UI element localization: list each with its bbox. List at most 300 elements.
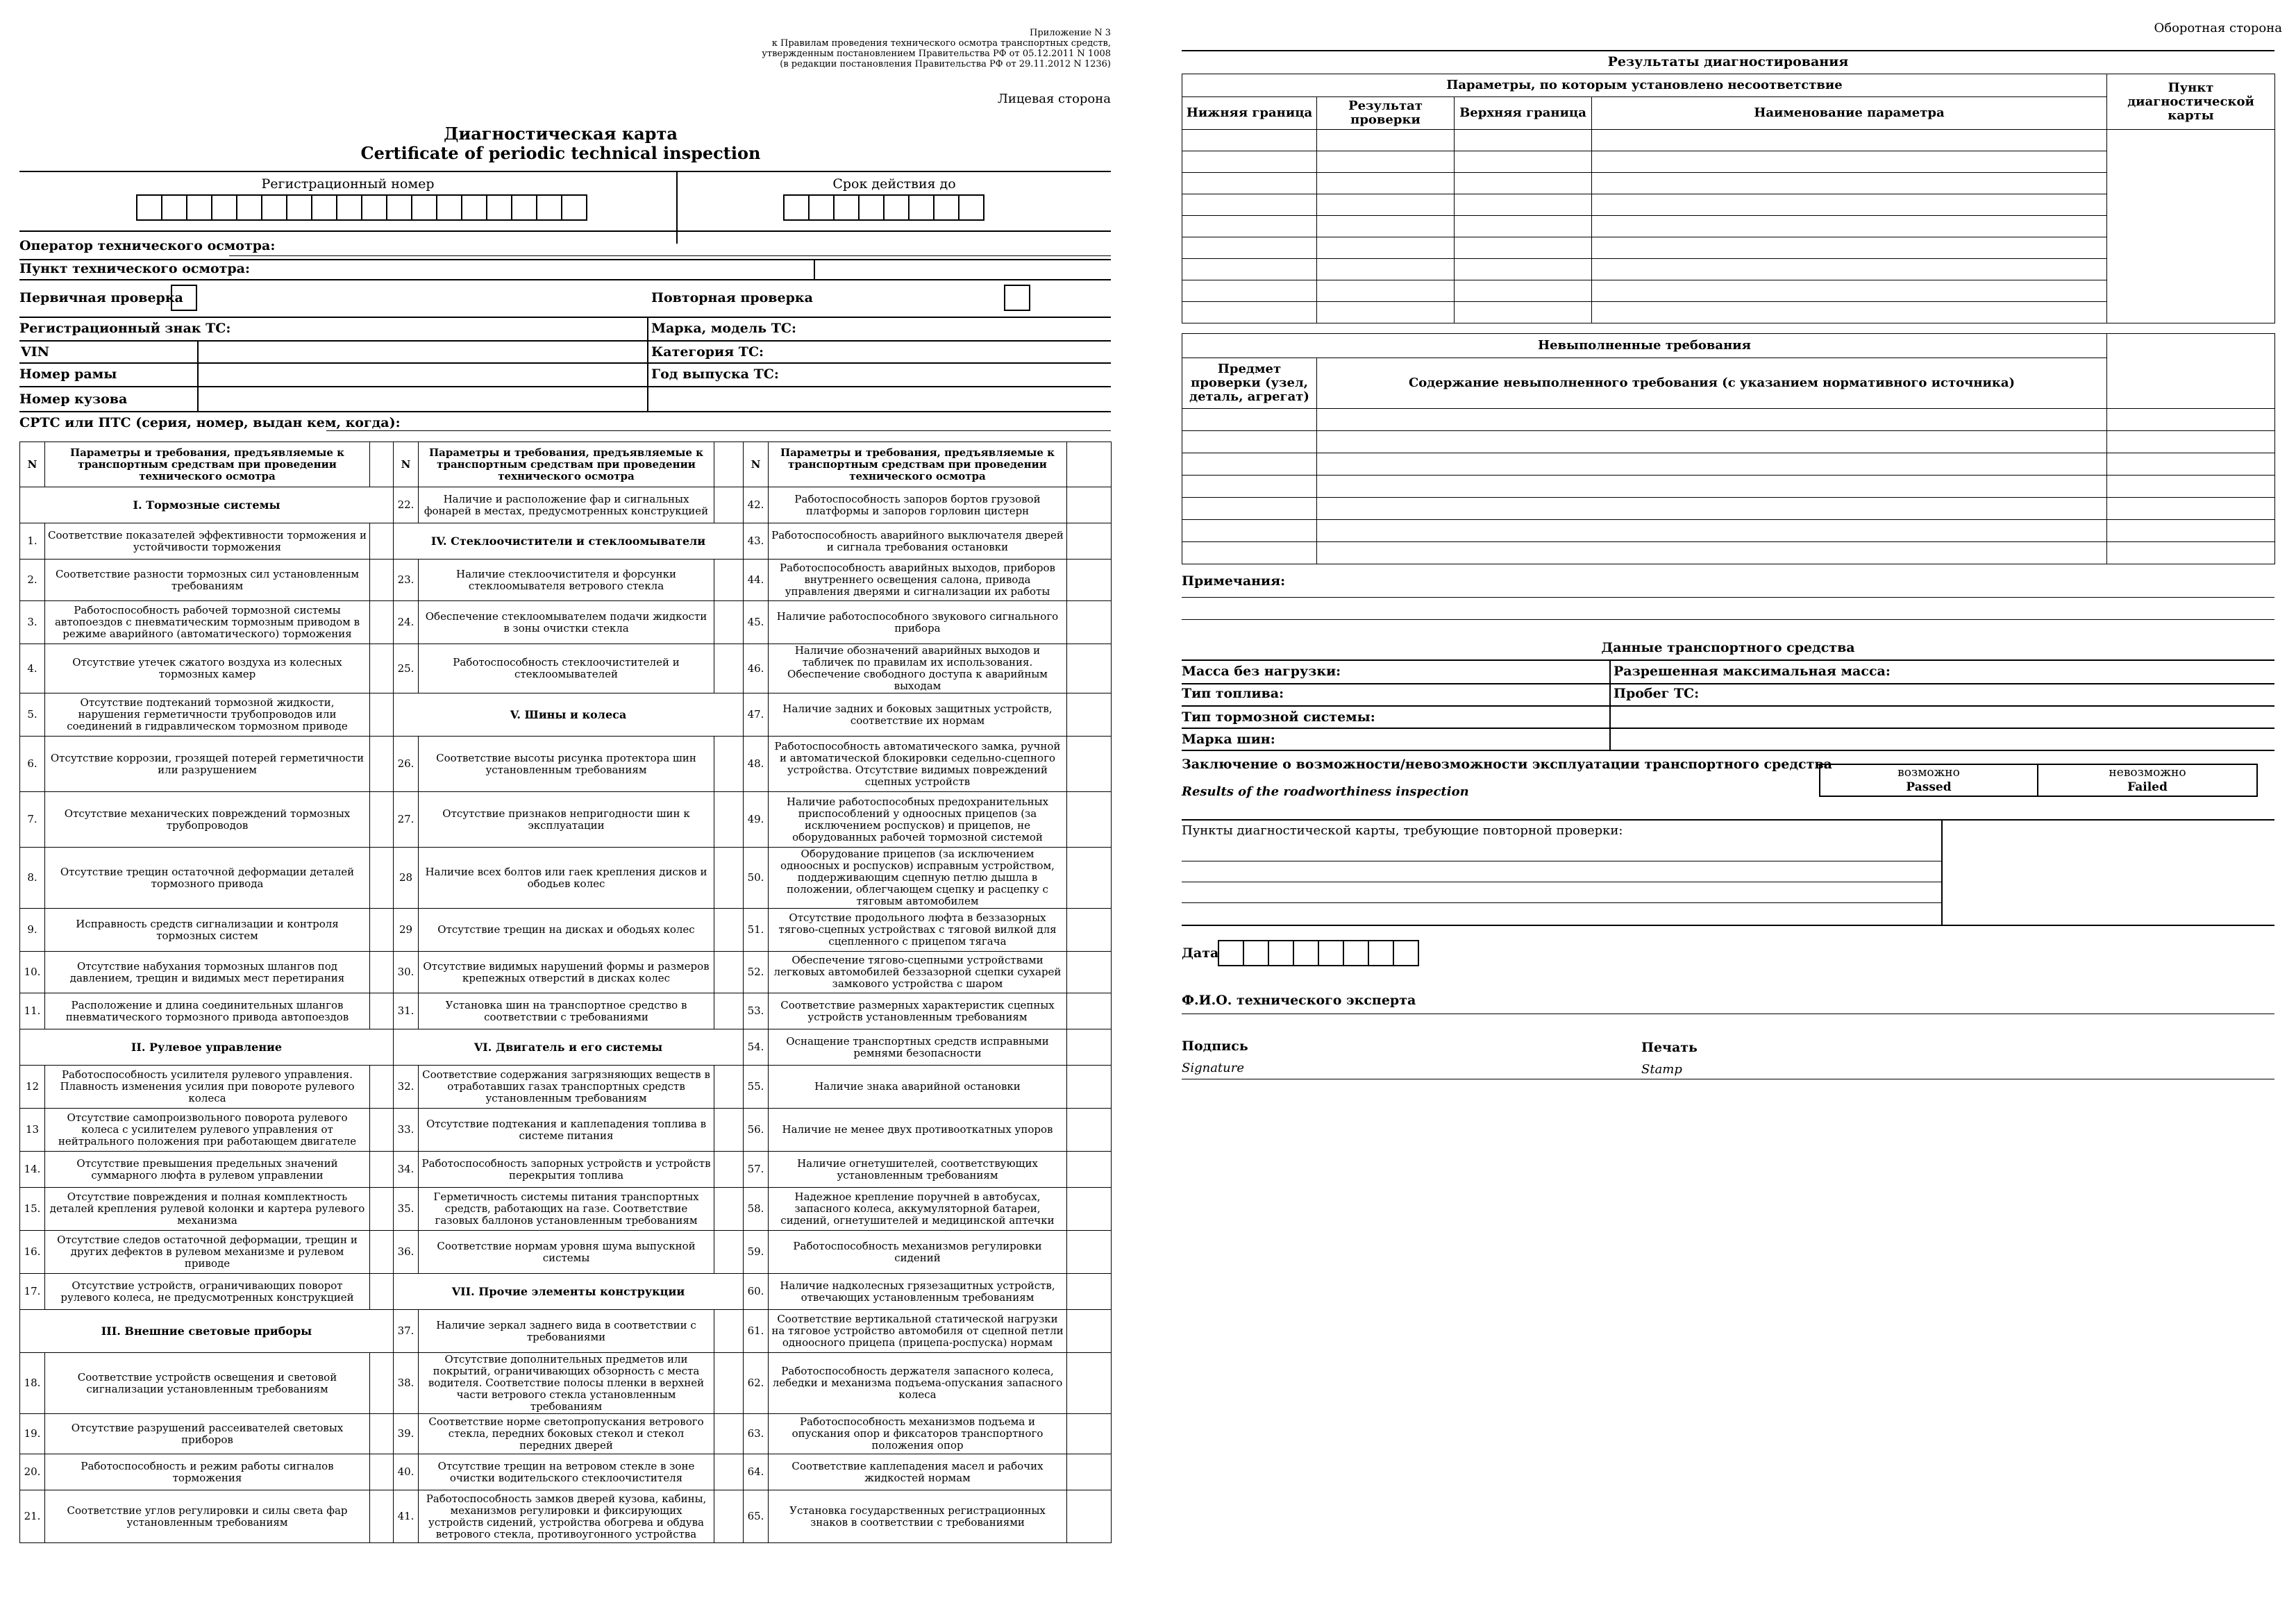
item-text: Отсутствие трещин на ветровом стекле в зоне очистки водительского стеклоочистителя bbox=[419, 1454, 714, 1490]
mark-cell[interactable] bbox=[370, 952, 394, 993]
item-number: 46. bbox=[744, 644, 769, 693]
mark-cell[interactable] bbox=[370, 1152, 394, 1188]
mark-cell[interactable] bbox=[714, 644, 744, 693]
item-number: 47. bbox=[744, 693, 769, 737]
item-text: Отсутствие коррозии, грозящей потерей герметичности или разрушением bbox=[45, 737, 370, 792]
mark-cell[interactable] bbox=[1067, 1188, 1112, 1231]
unmet-row bbox=[1182, 476, 2275, 498]
mark-cell[interactable] bbox=[370, 993, 394, 1029]
mark-cell[interactable] bbox=[1067, 1274, 1112, 1310]
valid-until-label: Срок действия до bbox=[832, 176, 956, 192]
item-text: Работоспособность рабочей тормозной системы автопоездов с пневматическим тормозным приводом в режиме аварийного (автоматического) торможения bbox=[45, 601, 370, 644]
reg-number-label: Регистрационный номер bbox=[261, 176, 435, 192]
col-param-name: Наименование параметра bbox=[1592, 97, 2107, 130]
item-text: Работоспособность и режим работы сигналов торможения bbox=[45, 1454, 370, 1490]
mismatch-cell[interactable] bbox=[1182, 302, 1317, 323]
mismatch-title: Параметры, по которым установлено несоответствие bbox=[1182, 74, 2107, 97]
mark-cell[interactable] bbox=[1067, 523, 1112, 560]
valid-until-cells[interactable] bbox=[783, 194, 983, 221]
mark-cell[interactable] bbox=[370, 693, 394, 737]
item-text: Отсутствие подтекания и каплепадения топлива в системе питания bbox=[419, 1109, 714, 1152]
item-number: 55. bbox=[744, 1066, 769, 1109]
item-number: 8. bbox=[20, 848, 45, 909]
unmet-cell[interactable] bbox=[2107, 431, 2275, 453]
mark-cell[interactable] bbox=[370, 792, 394, 848]
table-row bbox=[20, 993, 1112, 1029]
item-text: Наличие работоспособного звукового сигнального прибора bbox=[769, 601, 1067, 644]
item-text: Наличие работоспособных предохранительных приспособлений у одноосных прицепов (за исключением роспусков) и прицепов, не оборудованных рабочей тормозной системой bbox=[769, 792, 1067, 848]
item-text: Соответствие разности тормозных сил установленным требованиям bbox=[45, 560, 370, 601]
item-text: Установка государственных регистрационных знаков в соответствии с требованиями bbox=[769, 1490, 1067, 1543]
item-text: Отсутствие повреждения и полная комплектность деталей крепления рулевой колонки и картера рулевого механизма bbox=[45, 1188, 370, 1231]
stamp-label: Печать bbox=[1641, 1040, 1698, 1055]
mark-cell[interactable] bbox=[714, 1109, 744, 1152]
mark-cell[interactable] bbox=[1067, 644, 1112, 693]
mark-cell[interactable] bbox=[714, 560, 744, 601]
primary-check-label: Первичная проверка bbox=[19, 290, 183, 305]
mark-cell[interactable] bbox=[714, 848, 744, 909]
col-upper: Верхняя граница bbox=[1455, 97, 1592, 130]
col-content: Содержание невыполненного требования (с указанием нормативного источника) bbox=[1317, 358, 2107, 409]
item-text: Соответствие высоты рисунка протектора шин установленным требованиям bbox=[419, 737, 714, 792]
unmet-cell[interactable] bbox=[1182, 409, 1317, 431]
item-text: Наличие и расположение фар и сигнальных фонарей в местах, предусмотренных конструкцией bbox=[419, 487, 714, 523]
tire-brand-label: Марка шин: bbox=[1182, 732, 1275, 747]
item-number: 4. bbox=[20, 644, 45, 693]
mark-cell[interactable] bbox=[714, 1152, 744, 1188]
item-number: 36. bbox=[394, 1231, 419, 1274]
table-row bbox=[20, 1310, 1112, 1353]
mark-cell[interactable] bbox=[1067, 601, 1112, 644]
item-number: 60. bbox=[744, 1274, 769, 1310]
mark-cell[interactable] bbox=[370, 737, 394, 792]
mark-cell[interactable] bbox=[1067, 1109, 1112, 1152]
unmet-cell[interactable] bbox=[1182, 498, 1317, 520]
side-label: Лицевая сторона bbox=[997, 92, 1111, 106]
mismatch-cell[interactable] bbox=[1317, 173, 1455, 194]
item-text: Работоспособность держателя запасного колеса, лебедки и механизма подъема-опускания запасного колеса bbox=[769, 1353, 1067, 1414]
section-heading: IV. Стеклоочистители и стеклоомыватели bbox=[394, 523, 744, 560]
vehicle-data-title: Данные транспортного средства bbox=[1601, 640, 1855, 655]
mark-cell[interactable] bbox=[714, 909, 744, 952]
item-text: Отсутствие механических повреждений тормозных трубопроводов bbox=[45, 792, 370, 848]
item-number: 30. bbox=[394, 952, 419, 993]
mark-cell[interactable] bbox=[1067, 792, 1112, 848]
mark-cell[interactable] bbox=[714, 952, 744, 993]
unmet-cell[interactable] bbox=[1182, 542, 1317, 564]
mark-cell[interactable] bbox=[714, 601, 744, 644]
mark-cell[interactable] bbox=[370, 1066, 394, 1109]
card-point-cell[interactable] bbox=[2107, 130, 2275, 323]
item-number: 59. bbox=[744, 1231, 769, 1274]
col-result: Результат проверки bbox=[1317, 97, 1455, 130]
item-number: 21. bbox=[20, 1490, 45, 1543]
unmet-cell[interactable] bbox=[1317, 476, 2107, 498]
mark-cell[interactable] bbox=[1067, 737, 1112, 792]
primary-check-box[interactable] bbox=[171, 285, 197, 311]
mismatch-cell[interactable] bbox=[1592, 302, 2107, 323]
item-number: 6. bbox=[20, 737, 45, 792]
item-number: 57. bbox=[744, 1152, 769, 1188]
unmet-cell[interactable] bbox=[2107, 476, 2275, 498]
expert-label: Ф.И.О. технического эксперта bbox=[1182, 993, 1416, 1008]
mark-cell[interactable] bbox=[714, 1414, 744, 1454]
item-text: Расположение и длина соединительных шлангов пневматического тормозного привода автопоездов bbox=[45, 993, 370, 1029]
mismatch-row bbox=[1182, 130, 2275, 151]
unmet-cell[interactable] bbox=[1317, 520, 2107, 542]
item-number: 48. bbox=[744, 737, 769, 792]
mark-cell[interactable] bbox=[714, 442, 744, 487]
appendix-note bbox=[625, 28, 1111, 69]
mark-cell[interactable] bbox=[370, 601, 394, 644]
frame-number-label: Номер рамы bbox=[19, 367, 117, 382]
conclusion-label: Заключение о возможности/невозможности эксплуатации транспортного средства bbox=[1182, 757, 1832, 772]
section-heading: III. Внешние световые приборы bbox=[20, 1310, 394, 1353]
mismatch-cell[interactable] bbox=[1317, 280, 1455, 302]
mismatch-cell[interactable] bbox=[1317, 259, 1455, 280]
item-text: Отсутствие видимых нарушений формы и размеров крепежных отверстий в дисках колес bbox=[419, 952, 714, 993]
item-text: Работоспособность механизмов подъема и опускания опор и фиксаторов транспортного положения опор bbox=[769, 1414, 1067, 1454]
table-row bbox=[20, 1274, 1112, 1310]
appendix-line: Приложение N 3 bbox=[1030, 28, 1111, 38]
mark-cell[interactable] bbox=[1067, 487, 1112, 523]
mass-empty-label: Масса без нагрузки: bbox=[1182, 664, 1341, 679]
item-text: Работоспособность автоматического замка, ручной и автоматической блокировки седельно-сцепного устройства. Отсутствие видимых повреждений сцепных устройств bbox=[769, 737, 1067, 792]
unmet-cell[interactable] bbox=[1317, 431, 2107, 453]
table-row bbox=[20, 737, 1112, 792]
mark-cell[interactable] bbox=[370, 1231, 394, 1274]
item-number: 32. bbox=[394, 1066, 419, 1109]
item-number: 37. bbox=[394, 1310, 419, 1353]
table-row bbox=[20, 1231, 1112, 1274]
mark-cell[interactable] bbox=[370, 909, 394, 952]
mark-cell[interactable] bbox=[1067, 1029, 1112, 1066]
mismatch-cell[interactable] bbox=[1592, 216, 2107, 237]
mismatch-cell[interactable] bbox=[1592, 280, 2107, 302]
mismatch-cell[interactable] bbox=[1455, 173, 1592, 194]
mark-cell[interactable] bbox=[1067, 1066, 1112, 1109]
table-row bbox=[20, 1490, 1112, 1543]
item-text: Отсутствие дополнительных предметов или покрытий, ограничивающих обзорность с места водителя. Соответствие полосы пленки в верхней части ветрового стекла установленным требованиям bbox=[419, 1353, 714, 1414]
mismatch-cell[interactable] bbox=[1182, 130, 1317, 151]
item-text: Отсутствие трещин на дисках и ободьях колес bbox=[419, 909, 714, 952]
mark-cell[interactable] bbox=[370, 1188, 394, 1231]
mark-cell[interactable] bbox=[714, 993, 744, 1029]
failed-ru: невозможно bbox=[2109, 766, 2186, 780]
mark-cell[interactable] bbox=[1067, 1414, 1112, 1454]
results-en-label: Results of the roadworthiness inspection bbox=[1182, 784, 1469, 799]
mismatch-cell[interactable] bbox=[1592, 237, 2107, 259]
mismatch-cell[interactable] bbox=[1592, 130, 2107, 151]
item-text: Наличие стеклоочистителя и форсунки стеклоомывателя ветрового стекла bbox=[419, 560, 714, 601]
item-text: Отсутствие набухания тормозных шлангов под давлением, трещин и видимых мест перетирания bbox=[45, 952, 370, 993]
item-number: 34. bbox=[394, 1152, 419, 1188]
item-number: 16. bbox=[20, 1231, 45, 1274]
item-number: 14. bbox=[20, 1152, 45, 1188]
n-header: N bbox=[744, 442, 769, 487]
item-number: 42. bbox=[744, 487, 769, 523]
item-text: Наличие не менее двух противооткатных упоров bbox=[769, 1109, 1067, 1152]
body-number-label: Номер кузова bbox=[19, 392, 128, 407]
mismatch-cell[interactable] bbox=[1455, 216, 1592, 237]
mismatch-cell[interactable] bbox=[1592, 194, 2107, 216]
item-text: Наличие огнетушителей, соответствующих установленным требованиям bbox=[769, 1152, 1067, 1188]
mismatch-cell[interactable] bbox=[1182, 259, 1317, 280]
mismatch-cell[interactable] bbox=[1182, 280, 1317, 302]
table-row bbox=[20, 1414, 1112, 1454]
mark-cell[interactable] bbox=[1067, 1310, 1112, 1353]
item-text: Соответствие показателей эффективности торможения и устойчивости торможения bbox=[45, 523, 370, 560]
mark-cell[interactable] bbox=[370, 523, 394, 560]
mark-cell[interactable] bbox=[1067, 1152, 1112, 1188]
mark-cell[interactable] bbox=[714, 1310, 744, 1353]
mismatch-cell[interactable] bbox=[1317, 194, 1455, 216]
category-label: Категория ТС: bbox=[651, 344, 764, 360]
item-text: Соответствие устройств освещения и световой сигнализации установленным требованиям bbox=[45, 1353, 370, 1414]
brake-type-label: Тип тормозной системы: bbox=[1182, 709, 1375, 725]
unmet-cell[interactable] bbox=[1182, 453, 1317, 476]
item-number: 20. bbox=[20, 1454, 45, 1490]
item-text: Соответствие норме светопропускания ветрового стекла, передних боковых стекол и стекол передних дверей bbox=[419, 1414, 714, 1454]
mark-cell[interactable] bbox=[370, 848, 394, 909]
item-text: Работоспособность аварийных выходов, приборов внутреннего освещения салона, привода управления дверями и сигнализации их работы bbox=[769, 560, 1067, 601]
fuel-type-label: Тип топлива: bbox=[1182, 686, 1284, 701]
item-number: 65. bbox=[744, 1490, 769, 1543]
mark-cell[interactable] bbox=[1067, 1353, 1112, 1414]
mismatch-cell[interactable] bbox=[1317, 151, 1455, 173]
mismatch-cell[interactable] bbox=[1592, 151, 2107, 173]
unmet-cell[interactable] bbox=[2107, 453, 2275, 476]
mark-cell[interactable] bbox=[1067, 1454, 1112, 1490]
mark-cell[interactable] bbox=[1067, 1231, 1112, 1274]
item-number: 43. bbox=[744, 523, 769, 560]
stamp-en-label: Stamp bbox=[1641, 1062, 1682, 1077]
item-number: 28 bbox=[394, 848, 419, 909]
table-row bbox=[20, 848, 1112, 909]
item-number: 64. bbox=[744, 1454, 769, 1490]
mark-cell[interactable] bbox=[370, 442, 394, 487]
n-header: N bbox=[394, 442, 419, 487]
item-text: Наличие знака аварийной остановки bbox=[769, 1066, 1067, 1109]
item-number: 49. bbox=[744, 792, 769, 848]
table-row bbox=[20, 1353, 1112, 1414]
unmet-cell[interactable] bbox=[1182, 476, 1317, 498]
mark-cell[interactable] bbox=[1067, 993, 1112, 1029]
item-number: 19. bbox=[20, 1414, 45, 1454]
mismatch-cell[interactable] bbox=[1182, 151, 1317, 173]
item-text: Наличие зеркал заднего вида в соответствии с требованиями bbox=[419, 1310, 714, 1353]
mismatch-cell[interactable] bbox=[1455, 237, 1592, 259]
unmet-cell[interactable] bbox=[2107, 520, 2275, 542]
unmet-row bbox=[1182, 453, 2275, 476]
item-text: Оснащение транспортных средств исправными ремнями безопасности bbox=[769, 1029, 1067, 1066]
mismatch-cell[interactable] bbox=[1182, 173, 1317, 194]
results-title: Результаты диагностирования bbox=[1607, 54, 1849, 69]
mark-cell[interactable] bbox=[714, 737, 744, 792]
item-number: 23. bbox=[394, 560, 419, 601]
mark-cell[interactable] bbox=[370, 560, 394, 601]
item-number: 61. bbox=[744, 1310, 769, 1353]
table-row bbox=[20, 644, 1112, 693]
mark-cell[interactable] bbox=[714, 1454, 744, 1490]
item-number: 13 bbox=[20, 1109, 45, 1152]
item-number: 26. bbox=[394, 737, 419, 792]
col-lower: Нижняя граница bbox=[1182, 97, 1317, 130]
mark-cell[interactable] bbox=[370, 1454, 394, 1490]
date-cells[interactable] bbox=[1218, 940, 1418, 966]
mismatch-cell[interactable] bbox=[1317, 130, 1455, 151]
table-row bbox=[20, 487, 1112, 523]
mark-cell[interactable] bbox=[370, 1274, 394, 1310]
item-text: Отсутствие устройств, ограничивающих поворот рулевого колеса, не предусмотренных конструкцией bbox=[45, 1274, 370, 1310]
item-text: Отсутствие признаков непригодности шин к эксплуатации bbox=[419, 792, 714, 848]
item-number: 31. bbox=[394, 993, 419, 1029]
mark-cell[interactable] bbox=[714, 1188, 744, 1231]
item-number: 11. bbox=[20, 993, 45, 1029]
reg-sign-label: Регистрационный знак ТС: bbox=[19, 321, 231, 336]
item-number: 53. bbox=[744, 993, 769, 1029]
mark-cell[interactable] bbox=[1067, 560, 1112, 601]
item-text: Исправность средств сигнализации и контроля тормозных систем bbox=[45, 909, 370, 952]
table-row bbox=[20, 1029, 1112, 1066]
failed-box[interactable] bbox=[2037, 764, 2258, 797]
title-en: Certificate of periodic technical inspection bbox=[360, 143, 761, 163]
item-text: Соответствие каплепадения масел и рабочих жидкостей нормам bbox=[769, 1454, 1067, 1490]
mark-cell[interactable] bbox=[370, 1109, 394, 1152]
mismatch-cell[interactable] bbox=[1182, 216, 1317, 237]
item-number: 17. bbox=[20, 1274, 45, 1310]
col-subject: Предмет проверки (узел, деталь, агрегат) bbox=[1182, 358, 1317, 409]
section-heading: II. Рулевое управление bbox=[20, 1029, 394, 1066]
mismatch-cell[interactable] bbox=[1317, 302, 1455, 323]
mismatch-header-row bbox=[1182, 74, 2275, 97]
mismatch-cell[interactable] bbox=[1455, 130, 1592, 151]
year-label: Год выпуска ТС: bbox=[651, 367, 779, 382]
point-label: Пункт технического осмотра: bbox=[19, 261, 250, 276]
table-row bbox=[20, 693, 1112, 737]
unmet-cell[interactable] bbox=[1182, 431, 1317, 453]
mark-cell[interactable] bbox=[1067, 848, 1112, 909]
appendix-line: к Правилам проведения технического осмотра транспортных средств, bbox=[771, 38, 1111, 49]
unmet-cell[interactable] bbox=[1182, 520, 1317, 542]
unmet-cell[interactable] bbox=[1317, 409, 2107, 431]
item-text: Работоспособность механизмов регулировки сидений bbox=[769, 1231, 1067, 1274]
mark-cell[interactable] bbox=[714, 1231, 744, 1274]
table-row bbox=[20, 1109, 1112, 1152]
mismatch-cell[interactable] bbox=[1455, 280, 1592, 302]
unmet-cell[interactable] bbox=[2107, 409, 2275, 431]
item-number: 52. bbox=[744, 952, 769, 993]
mismatch-cell[interactable] bbox=[1592, 173, 2107, 194]
unmet-cell[interactable] bbox=[1317, 453, 2107, 476]
mark-cell[interactable] bbox=[1067, 1490, 1112, 1543]
mass-max-label: Разрешенная максимальная масса: bbox=[1614, 664, 1891, 679]
unmet-cell[interactable] bbox=[1317, 498, 2107, 520]
mismatch-cell[interactable] bbox=[1455, 259, 1592, 280]
item-text: Обеспечение тягово-сцепными устройствами легковых автомобилей беззазорной сцепки сухарей замкового устройства с шаром bbox=[769, 952, 1067, 993]
item-number: 35. bbox=[394, 1188, 419, 1231]
mismatch-cell[interactable] bbox=[1182, 194, 1317, 216]
mark-cell[interactable] bbox=[714, 1066, 744, 1109]
table-header-row bbox=[20, 442, 1112, 487]
unmet-row bbox=[1182, 520, 2275, 542]
mark-cell[interactable] bbox=[1067, 909, 1112, 952]
reg-number-cells[interactable] bbox=[136, 194, 586, 221]
table-row bbox=[20, 560, 1112, 601]
table-row bbox=[20, 1152, 1112, 1188]
unmet-cell[interactable] bbox=[2107, 498, 2275, 520]
mark-cell[interactable] bbox=[370, 1414, 394, 1454]
mismatch-cell[interactable] bbox=[1455, 151, 1592, 173]
mismatch-cell[interactable] bbox=[1455, 302, 1592, 323]
item-text: Наличие задних и боковых защитных устройств, соответствие их нормам bbox=[769, 693, 1067, 737]
item-number: 44. bbox=[744, 560, 769, 601]
mark-cell[interactable] bbox=[1067, 442, 1112, 487]
table-row bbox=[20, 1188, 1112, 1231]
unmet-row bbox=[1182, 498, 2275, 520]
item-number: 54. bbox=[744, 1029, 769, 1066]
passed-ru: возможно bbox=[1897, 766, 1960, 780]
mismatch-cell[interactable] bbox=[1317, 216, 1455, 237]
item-text: Наличие обозначений аварийных выходов и табличек по правилам их использования. Обеспечение свободного доступа к аварийным выходам bbox=[769, 644, 1067, 693]
table-row bbox=[20, 601, 1112, 644]
item-number: 12 bbox=[20, 1066, 45, 1109]
table-row bbox=[20, 792, 1112, 848]
table-row bbox=[20, 952, 1112, 993]
section-heading: VI. Двигатель и его системы bbox=[394, 1029, 744, 1066]
item-number: 41. bbox=[394, 1490, 419, 1543]
item-number: 45. bbox=[744, 601, 769, 644]
vin-label: VIN bbox=[21, 344, 49, 360]
item-text: Оборудование прицепов (за исключением одноосных и роспусков) исправным устройством, поддерживающим сцепную петлю дышла в положении, облегчающем сцепку и расцепку с тяговым автомобилем bbox=[769, 848, 1067, 909]
item-text: Надежное крепление поручней в автобусах, запасного колеса, аккумуляторной батареи, сидений, огнетушителей и медицинской аптечки bbox=[769, 1188, 1067, 1231]
item-number: 62. bbox=[744, 1353, 769, 1414]
mark-cell[interactable] bbox=[714, 487, 744, 523]
table-row bbox=[20, 1066, 1112, 1109]
side-label: Оборотная сторона bbox=[2154, 21, 2282, 35]
requirements-table bbox=[19, 442, 1112, 1543]
mark-cell[interactable] bbox=[370, 1490, 394, 1543]
params-header: Параметры и требования, предъявляемые к транспортным средствам при проведении технического осмотра bbox=[769, 442, 1067, 487]
repeat-check-box[interactable] bbox=[1004, 285, 1030, 311]
item-text: Обеспечение стеклоомывателем подачи жидкости в зоны очистки стекла bbox=[419, 601, 714, 644]
item-text: Отсутствие подтеканий тормозной жидкости, нарушения герметичности трубопроводов или соединений в гидравлическом тормозном приводе bbox=[45, 693, 370, 737]
unmet-cell[interactable] bbox=[1317, 542, 2107, 564]
mark-cell[interactable] bbox=[370, 644, 394, 693]
mismatch-cell[interactable] bbox=[1455, 194, 1592, 216]
mark-cell[interactable] bbox=[714, 792, 744, 848]
unmet-cell[interactable] bbox=[2107, 542, 2275, 564]
table-row bbox=[20, 909, 1112, 952]
mismatch-cell[interactable] bbox=[1317, 237, 1455, 259]
item-number: 29 bbox=[394, 909, 419, 952]
mismatch-cell[interactable] bbox=[1592, 259, 2107, 280]
mismatch-cell[interactable] bbox=[1182, 237, 1317, 259]
item-number: 38. bbox=[394, 1353, 419, 1414]
operator-label: Оператор технического осмотра: bbox=[19, 238, 276, 253]
mark-cell[interactable] bbox=[1067, 952, 1112, 993]
item-text: Отсутствие утечек сжатого воздуха из колесных тормозных камер bbox=[45, 644, 370, 693]
date-label: Дата bbox=[1182, 945, 1219, 961]
passed-box[interactable] bbox=[1819, 764, 2038, 797]
item-text: Наличие надколесных грязезащитных устройств, отвечающих установленным требованиям bbox=[769, 1274, 1067, 1310]
mark-cell[interactable] bbox=[714, 1353, 744, 1414]
mileage-label: Пробег ТС: bbox=[1614, 686, 1700, 701]
item-number: 22. bbox=[394, 487, 419, 523]
mark-cell[interactable] bbox=[1067, 693, 1112, 737]
mark-cell[interactable] bbox=[370, 1353, 394, 1414]
mark-cell[interactable] bbox=[714, 1490, 744, 1543]
